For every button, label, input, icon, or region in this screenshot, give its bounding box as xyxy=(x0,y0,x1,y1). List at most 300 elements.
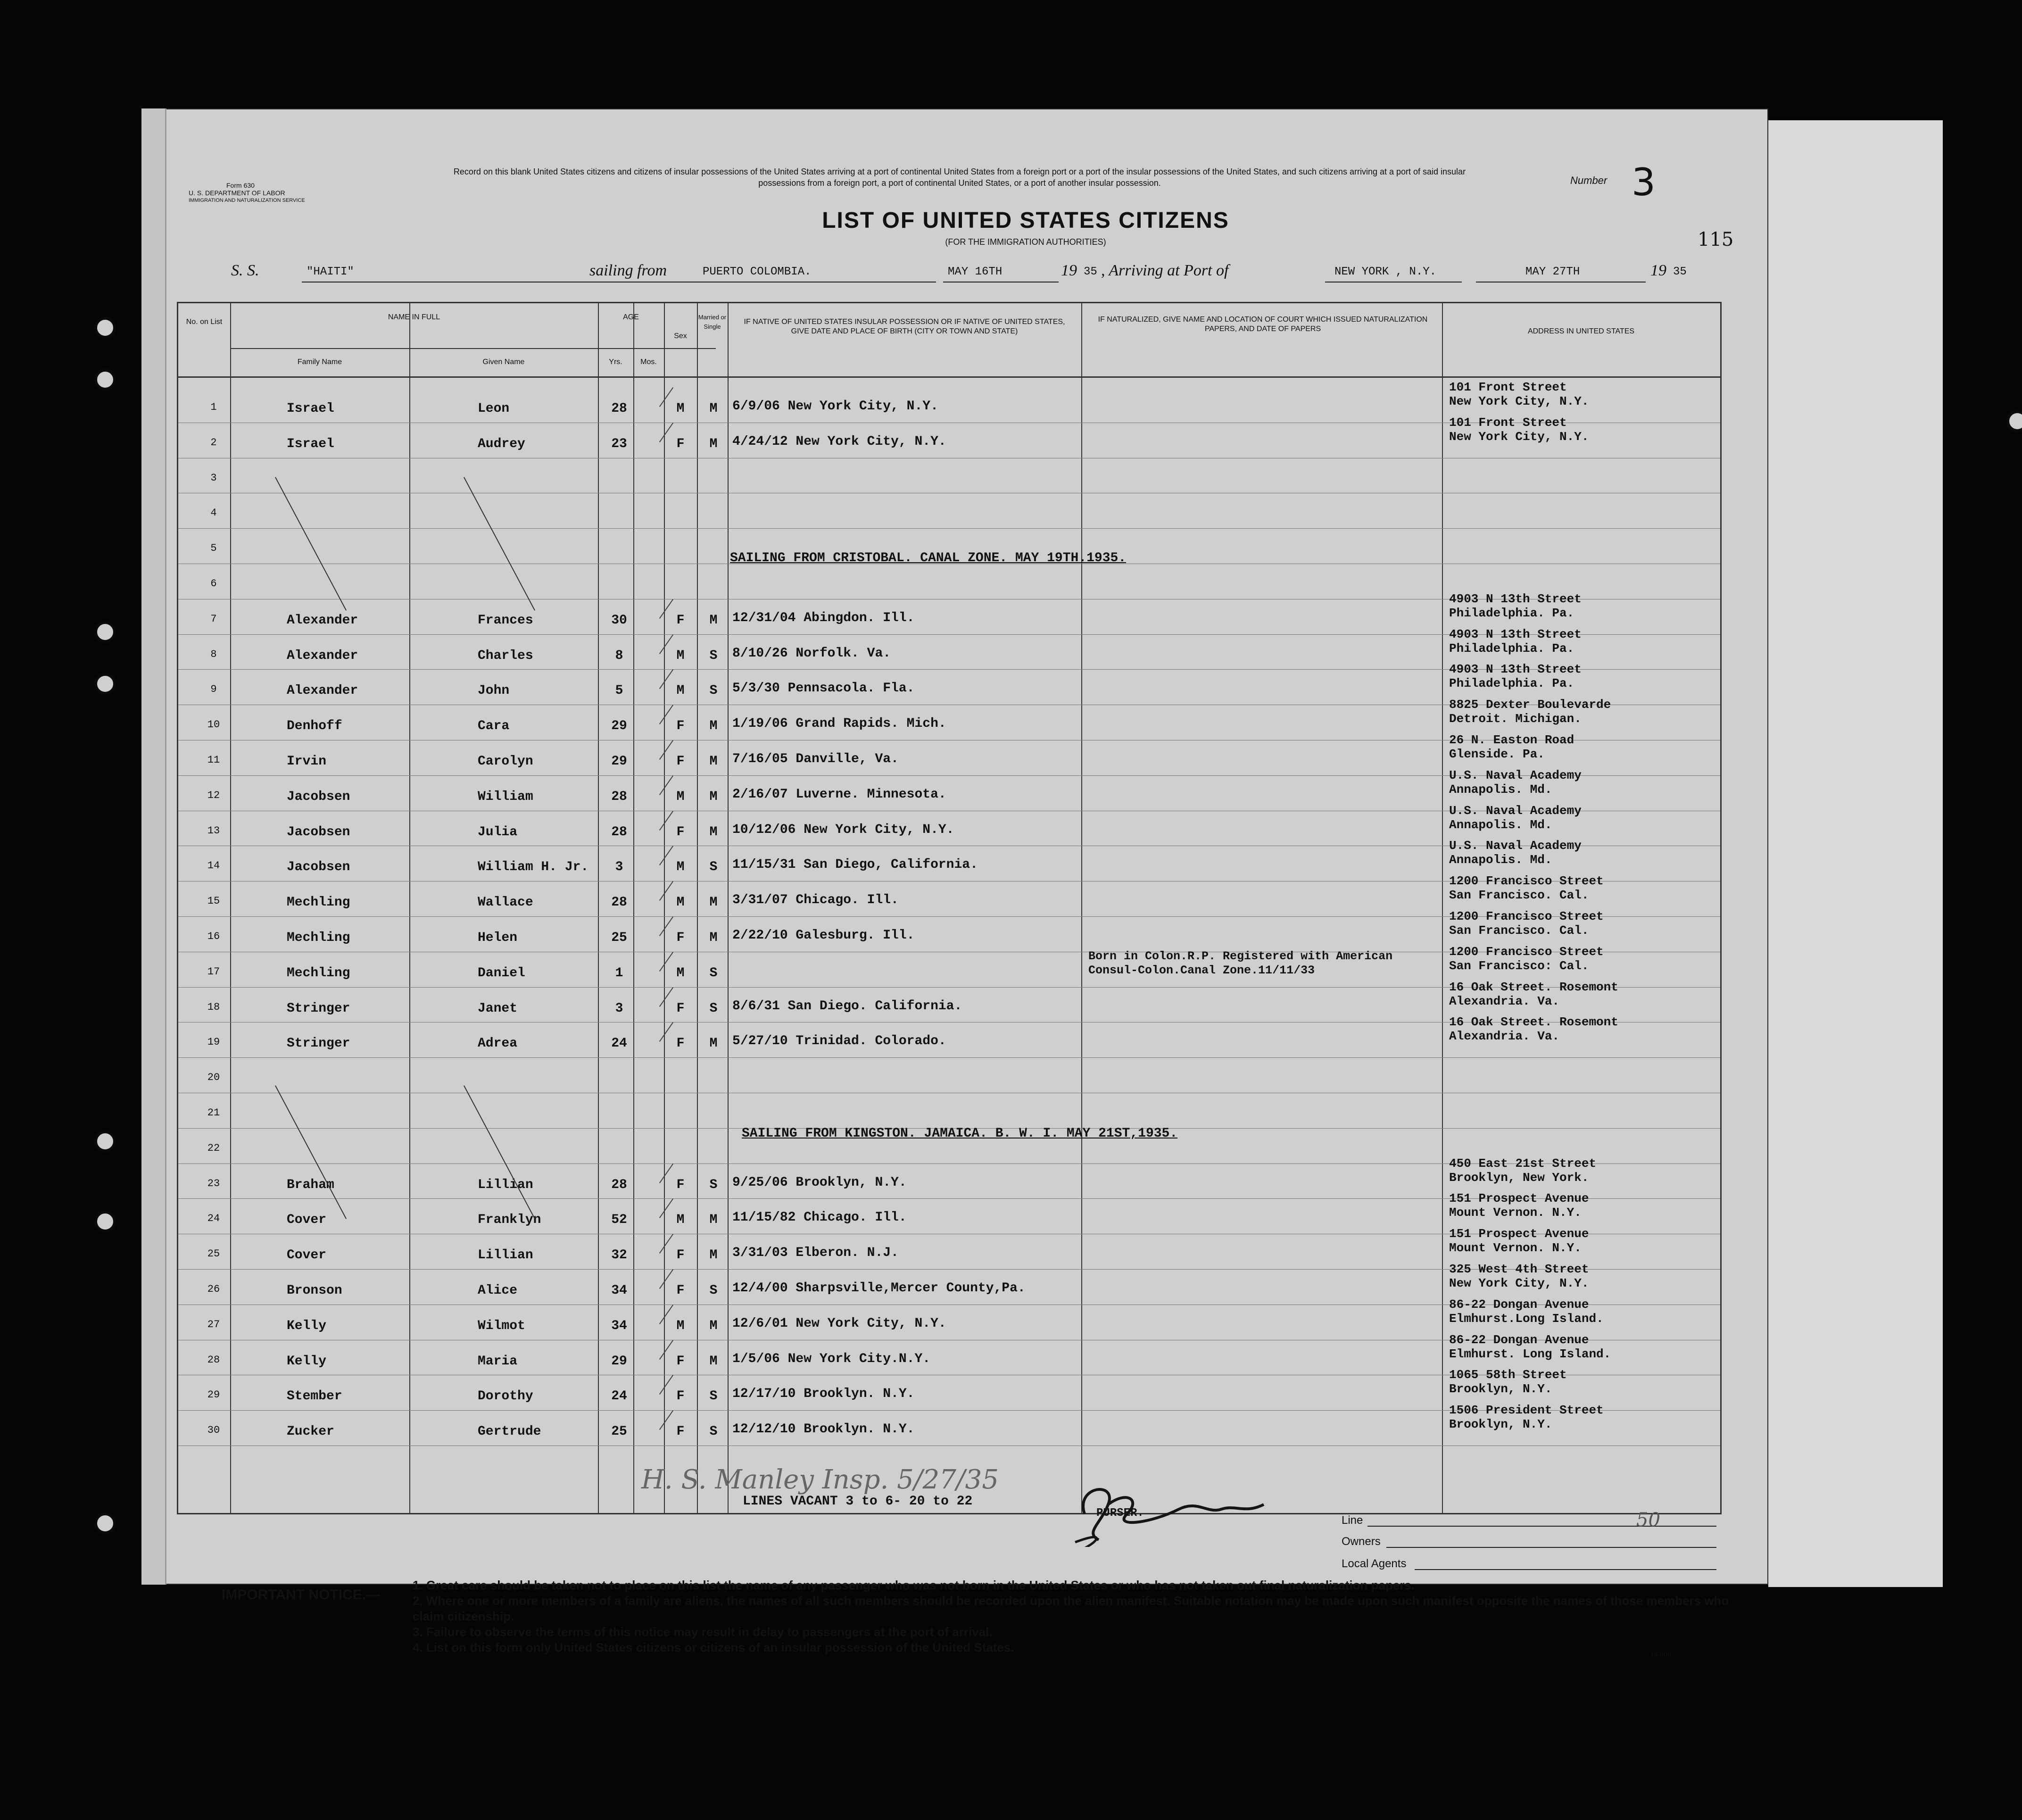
address-line-1: 4903 N 13th Street xyxy=(1449,591,1582,606)
row-number: 13 xyxy=(207,824,220,837)
row-number: 8 xyxy=(210,648,217,660)
address xyxy=(1449,1191,1589,1220)
sex: F xyxy=(676,1389,685,1404)
address-line-1: U.S. Naval Academy xyxy=(1449,768,1582,782)
address xyxy=(1449,662,1582,690)
row-number: 26 xyxy=(207,1283,220,1295)
col-family: Family Name xyxy=(297,358,342,366)
table-row xyxy=(178,493,1720,528)
family-name: Stringer xyxy=(287,1001,350,1016)
family-name: Braham xyxy=(287,1177,334,1192)
address-line-2: Brooklyn, N.Y. xyxy=(1449,1382,1552,1396)
age-years: 29 xyxy=(611,719,627,734)
arriving-label: , Arriving at Port of xyxy=(1101,262,1229,279)
address xyxy=(1449,698,1611,726)
birth-info: 12/17/10 Brooklyn. N.Y. xyxy=(732,1387,915,1402)
age-years: 8 xyxy=(615,648,623,663)
age-years: 34 xyxy=(611,1283,627,1298)
address xyxy=(1449,733,1574,761)
address-line-2: San Francisco: Cal. xyxy=(1449,958,1589,973)
family-name: Bronson xyxy=(287,1283,342,1298)
family-name: Cover xyxy=(287,1248,327,1263)
sex: F xyxy=(676,931,685,945)
address xyxy=(1449,416,1589,444)
marital-status: S xyxy=(709,1177,718,1192)
age-years: 28 xyxy=(611,895,627,910)
sex: F xyxy=(676,1036,685,1051)
age-years: 52 xyxy=(611,1213,627,1228)
birth-info: 5/27/10 Trinidad. Colorado. xyxy=(732,1034,946,1049)
passenger-table xyxy=(177,302,1722,1514)
col-address: ADDRESS IN UNITED STATES xyxy=(1527,327,1635,335)
col-sex: Sex xyxy=(674,332,687,340)
address xyxy=(1449,768,1582,797)
family-name: Alexander xyxy=(287,613,358,628)
address-line-1: 4903 N 13th Street xyxy=(1449,662,1582,677)
birth-info: 7/16/05 Danville, Va. xyxy=(732,752,899,766)
given-name: Wilmot xyxy=(478,1318,525,1333)
binder-hole xyxy=(2006,410,2022,432)
col-birth: IF NATIVE OF UNITED STATES INSULAR POSSESSION OR IF NATIVE OF UNITED STATES, GIVE DATE AND PLACE OF BIRTH (CITY OR TOWN AND STATE) xyxy=(744,318,1065,335)
row-number: 25 xyxy=(207,1248,220,1260)
family-name: Israel xyxy=(287,401,334,416)
row-number: 14 xyxy=(207,860,220,872)
birth-info: 10/12/06 New York City, N.Y. xyxy=(732,822,954,837)
inspector-annotation: H. S. Manley Insp. 5/27/35 xyxy=(641,1464,999,1495)
birth-info: 4/24/12 New York City, N.Y. xyxy=(732,434,946,449)
age-years: 24 xyxy=(611,1389,627,1404)
age-years: 25 xyxy=(611,1424,627,1439)
row-number: 11 xyxy=(207,754,220,766)
address xyxy=(1449,839,1582,867)
important-notice xyxy=(413,1578,1733,1655)
row-number: 10 xyxy=(207,719,220,731)
row-number: 12 xyxy=(207,789,220,801)
age-years: 5 xyxy=(615,683,623,698)
year-label: 19 xyxy=(1061,262,1077,279)
address-line-1: 8825 Dexter Boulevarde xyxy=(1449,698,1611,712)
age-years: 34 xyxy=(611,1318,627,1333)
address xyxy=(1449,627,1582,656)
sex: F xyxy=(676,1283,685,1298)
depart-year: 35 xyxy=(1084,266,1097,278)
marital-status: M xyxy=(709,895,718,910)
address xyxy=(1449,945,1604,973)
age-years: 3 xyxy=(615,1001,623,1016)
family-name: Jacobsen xyxy=(287,824,350,839)
given-name: Julia xyxy=(478,824,518,839)
address xyxy=(1449,1297,1604,1326)
row-number: 3 xyxy=(210,472,217,484)
age-years: 28 xyxy=(611,824,627,839)
vacant-lines: LINES VACANT 3 to 6- 20 to 22 xyxy=(743,1494,973,1509)
marital-status: M xyxy=(709,401,718,416)
row-number: 24 xyxy=(207,1213,220,1225)
page-subtitle: (FOR THE IMMIGRATION AUTHORITIES) xyxy=(945,237,1106,247)
family-name: Kelly xyxy=(287,1354,327,1369)
family-name: Jacobsen xyxy=(287,860,350,875)
row-number: 16 xyxy=(207,931,220,942)
row-number: 18 xyxy=(207,1001,220,1013)
col-no: No. on List xyxy=(186,318,223,326)
row-number: 22 xyxy=(207,1142,220,1154)
agents-label: Local Agents xyxy=(1342,1557,1407,1570)
sex: M xyxy=(676,965,685,981)
address-line-2: New York City, N.Y. xyxy=(1449,429,1589,444)
marital-status: S xyxy=(709,860,718,875)
sex: M xyxy=(676,401,685,416)
row-number: 15 xyxy=(207,895,220,907)
address-line-1: 16 Oak Street. Rosemont xyxy=(1449,1015,1618,1030)
age-years: 28 xyxy=(611,789,627,804)
col-given: Given Name xyxy=(482,358,525,366)
page-title: LIST OF UNITED STATES CITIZENS xyxy=(822,208,1229,233)
marital-status: S xyxy=(709,1389,718,1404)
family-name: Zucker xyxy=(287,1424,334,1439)
service: IMMIGRATION AND NATURALIZATION SERVICE xyxy=(189,198,305,203)
address-line-1: 151 Prospect Avenue xyxy=(1449,1227,1589,1241)
age-years: 28 xyxy=(611,1177,627,1192)
marital-status: M xyxy=(709,613,718,628)
age-years: 32 xyxy=(611,1248,627,1263)
given-name: Daniel xyxy=(478,965,525,981)
binder-hole xyxy=(94,1513,116,1534)
row-number: 4 xyxy=(210,507,217,519)
table-row xyxy=(178,1015,1720,1057)
marital-status: M xyxy=(709,719,718,734)
sex: M xyxy=(676,1213,685,1228)
section-kingston: SAILING FROM KINGSTON. JAMAICA. B. W. I. MAY 21ST,1935. xyxy=(742,1126,1178,1141)
naturalization: Born in Colon.R.P. Registered with American Consul-Colon.Canal Zone.11/11/33 xyxy=(1088,949,1393,977)
marital-status: S xyxy=(709,965,718,981)
given-name: William H. Jr. xyxy=(478,860,589,875)
address xyxy=(1449,1403,1604,1431)
address-line-2: New York City, N.Y. xyxy=(1449,1276,1589,1290)
number-label: Number xyxy=(1570,175,1608,186)
birth-info: 8/6/31 San Diego. California. xyxy=(732,998,962,1014)
form-preamble: Record on this blank United States citizens and citizens of insular possessions of the United States arriving at a port of continental United States from a foreign port or a port of the insular possessions of the United States, and such citizens arriving at a port of said insular possessions from a foreign port, a port of continental United States, or a port of another insular possession. xyxy=(453,167,1466,188)
family-name: Alexander xyxy=(287,648,358,663)
birth-info: 12/31/04 Abingdon. Ill. xyxy=(732,610,915,625)
family-name: Jacobsen xyxy=(287,789,350,804)
address-line-1: U.S. Naval Academy xyxy=(1449,803,1582,818)
address-line-2: Philadelphia. Pa. xyxy=(1449,606,1575,620)
notice-item: 1. Great care should be taken not to place on this list the name of any passenger who was not born in the United States or who has not taken out final naturalization papers. xyxy=(413,1578,1415,1592)
binder-hole xyxy=(94,1211,116,1232)
row-number: 27 xyxy=(207,1318,220,1330)
address-line-1: 16 Oak Street. Rosemont xyxy=(1449,980,1618,994)
birth-info: 9/25/06 Brooklyn, N.Y. xyxy=(732,1175,907,1190)
address xyxy=(1449,380,1589,408)
owners-label: Owners xyxy=(1342,1535,1381,1548)
address-line-2: Elmhurst. Long Island. xyxy=(1449,1346,1611,1361)
row-number: 23 xyxy=(207,1177,220,1189)
given-name: Lillian xyxy=(478,1248,533,1263)
address xyxy=(1449,592,1582,620)
col-name-full: NAME IN FULL xyxy=(388,313,440,321)
family-name: Mechling xyxy=(287,931,350,945)
address-line-1: 325 West 4th Street xyxy=(1449,1262,1589,1276)
address xyxy=(1449,1227,1589,1255)
marital-status: M xyxy=(709,931,718,945)
row-number: 1 xyxy=(210,401,217,413)
address-line-1: 4903 N 13th Street xyxy=(1449,627,1582,641)
marital-status: M xyxy=(709,824,718,839)
given-name: John xyxy=(478,683,510,698)
family-name: Alexander xyxy=(287,683,358,698)
given-name: Adrea xyxy=(478,1036,518,1051)
sex: F xyxy=(676,1248,685,1263)
address-line-2: New York City, N.Y. xyxy=(1449,394,1589,408)
address-line-2: Brooklyn, New York. xyxy=(1449,1170,1589,1185)
binder-hole xyxy=(94,317,116,339)
sex: M xyxy=(676,683,685,698)
row-number: 17 xyxy=(207,965,220,978)
binder-hole xyxy=(94,369,116,391)
family-name: Irvin xyxy=(287,754,327,769)
address-line-2: Annapolis. Md. xyxy=(1449,853,1552,867)
sex: F xyxy=(676,1424,685,1439)
row-number: 2 xyxy=(210,436,217,449)
birth-info: 2/22/10 Galesburg. Ill. xyxy=(732,928,915,943)
col-age: AGE xyxy=(623,313,639,321)
line-value: 50 xyxy=(1636,1509,1660,1531)
birth-info: 11/15/82 Chicago. Ill. xyxy=(732,1210,907,1225)
binding-strip xyxy=(141,108,166,1585)
given-name: Charles xyxy=(478,648,533,663)
age-years: 28 xyxy=(611,401,627,416)
marital-status: S xyxy=(709,683,718,698)
address-line-2: San Francisco. Cal. xyxy=(1449,923,1589,938)
address-line-2: Alexandria. Va. xyxy=(1449,994,1560,1008)
address-line-1: 86-22 Dongan Avenue xyxy=(1449,1332,1589,1347)
address-line-2: Brooklyn, N.Y. xyxy=(1449,1417,1552,1432)
table-row xyxy=(178,1403,1720,1445)
birth-info: 11/15/31 San Diego, California. xyxy=(732,857,978,873)
given-name: Helen xyxy=(478,931,518,945)
sex: F xyxy=(676,824,685,839)
sex: M xyxy=(676,648,685,663)
from-port: PUERTO COLOMBIA. xyxy=(703,266,812,278)
address xyxy=(1449,1368,1567,1396)
arrival-year: 35 xyxy=(1673,266,1687,278)
marital-status: S xyxy=(709,1424,718,1439)
given-name: Leon xyxy=(478,401,510,416)
address-line-1: 1506 President Street xyxy=(1449,1403,1604,1418)
sailing-label: sailing from xyxy=(589,262,667,279)
given-name: Maria xyxy=(478,1354,518,1369)
marital-status: M xyxy=(709,1036,718,1051)
address-line-1: 101 Front Street xyxy=(1449,415,1567,430)
department: U. S. DEPARTMENT OF LABOR xyxy=(189,189,285,197)
row-number: 20 xyxy=(207,1072,220,1084)
marital-status: S xyxy=(709,1001,718,1016)
sex: M xyxy=(676,1318,685,1333)
row-number: 6 xyxy=(210,578,217,590)
marital-status: M xyxy=(709,1213,718,1228)
given-name: Carolyn xyxy=(478,754,533,769)
depart-date: MAY 16TH xyxy=(948,266,1003,278)
birth-info: 12/6/01 New York City, N.Y. xyxy=(732,1316,946,1331)
adjacent-page xyxy=(1768,120,1943,1587)
family-name: Kelly xyxy=(287,1318,327,1333)
table-row xyxy=(178,1057,1720,1092)
family-name: Mechling xyxy=(287,895,350,910)
age-years: 3 xyxy=(615,860,623,875)
marital-status: M xyxy=(709,436,718,451)
birth-info: 5/3/30 Pennsacola. Fla. xyxy=(732,681,915,696)
given-name: Audrey xyxy=(478,436,525,451)
family-name: Mechling xyxy=(287,965,350,981)
address-line-2: San Francisco. Cal. xyxy=(1449,888,1589,903)
given-name: Janet xyxy=(478,1001,518,1016)
arrival-date: MAY 27TH xyxy=(1525,266,1580,278)
address-line-2: Elmhurst.Long Island. xyxy=(1449,1311,1604,1326)
address-line-2: Detroit. Michigan. xyxy=(1449,712,1582,726)
sex: M xyxy=(676,895,685,910)
notice-item: 4. List on this form only United States citizens or citizens of an insular possession of the United States. xyxy=(413,1640,1014,1654)
birth-info: 2/16/07 Luverne. Minnesota. xyxy=(732,787,946,802)
notice-label: IMPORTANT NOTICE.— xyxy=(222,1587,381,1603)
section-cristobal: SAILING FROM CRISTOBAL. CANAL ZONE. MAY 19TH.1935. xyxy=(730,551,1127,565)
table-row xyxy=(178,1093,1720,1128)
table-row xyxy=(178,415,1720,457)
address-line-2: Mount Vernon. N.Y. xyxy=(1449,1241,1582,1255)
binder-hole xyxy=(94,1130,116,1152)
purser-label: PURSER. xyxy=(1096,1507,1144,1520)
address-line-1: 1200 Francisco Street xyxy=(1449,909,1604,923)
address xyxy=(1449,909,1604,938)
birth-info: 1/5/06 New York City.N.Y. xyxy=(732,1351,931,1366)
given-name: Gertrude xyxy=(478,1424,541,1439)
address-line-2: Alexandria. Va. xyxy=(1449,1029,1560,1044)
given-name: William xyxy=(478,789,533,804)
arrival-year-label: 19 xyxy=(1650,262,1666,279)
birth-info: 3/31/03 Elberon. N.J. xyxy=(732,1246,899,1261)
sex: F xyxy=(676,1177,685,1192)
address-line-1: 1065 58th Street xyxy=(1449,1368,1567,1382)
marital-status: M xyxy=(709,1318,718,1333)
sex: F xyxy=(676,1001,685,1016)
address xyxy=(1449,1262,1589,1290)
form-id xyxy=(189,182,305,204)
family-name: Cover xyxy=(287,1213,327,1228)
address-line-1: U.S. Naval Academy xyxy=(1449,839,1582,853)
address-line-1: 26 N. Easton Road xyxy=(1449,733,1575,747)
age-years: 23 xyxy=(611,436,627,451)
marital-status: S xyxy=(709,1283,718,1298)
arrival-port: NEW YORK , N.Y. xyxy=(1334,266,1437,278)
given-name: Dorothy xyxy=(478,1389,533,1404)
sex: M xyxy=(676,789,685,804)
given-name: Frances xyxy=(478,613,533,628)
address-line-1: 1200 Francisco Street xyxy=(1449,944,1604,959)
given-name: Alice xyxy=(478,1283,518,1298)
row-number: 19 xyxy=(207,1036,220,1048)
marital-status: M xyxy=(709,754,718,769)
birth-info: 6/9/06 New York City, N.Y. xyxy=(732,399,938,414)
binder-hole xyxy=(94,621,116,643)
row-number: 5 xyxy=(210,542,217,555)
marital-status: M xyxy=(709,1354,718,1369)
family-name: Israel xyxy=(287,436,334,451)
notice-item: 2. Where one or more members of a family are aliens, the names of all such members should be recorded upon the alien manifest. Suitable notation may be made upon such manifest opposite the names of those members who claim citizenship. xyxy=(413,1594,1729,1623)
marital-status: M xyxy=(709,789,718,804)
address-line-2: Philadelphia. Pa. xyxy=(1449,641,1575,656)
row-number: 9 xyxy=(210,683,217,696)
row-number: 21 xyxy=(207,1107,220,1119)
marital-status: S xyxy=(709,648,718,663)
birth-info: 3/31/07 Chicago. Ill. xyxy=(732,893,899,908)
page-number: 115 xyxy=(1698,229,1734,250)
address-line-1: 151 Prospect Avenue xyxy=(1449,1191,1589,1206)
birth-info: 12/4/00 Sharpsville,Mercer County,Pa. xyxy=(732,1281,1026,1296)
address xyxy=(1449,980,1618,1008)
age-years: 29 xyxy=(611,1354,627,1369)
age-years: 1 xyxy=(615,965,623,981)
line-label: Line xyxy=(1342,1514,1363,1527)
given-name: Franklyn xyxy=(478,1213,541,1228)
sex: M xyxy=(676,860,685,875)
family-name: Stember xyxy=(287,1389,342,1404)
address xyxy=(1449,1333,1611,1361)
family-name: Stringer xyxy=(287,1036,350,1051)
age-years: 25 xyxy=(611,931,627,945)
row-number: 7 xyxy=(210,613,217,625)
sex: F xyxy=(676,1354,685,1369)
age-years: 30 xyxy=(611,613,627,628)
sex: F xyxy=(676,436,685,451)
address xyxy=(1449,1156,1596,1185)
col-mos: Mos. xyxy=(640,358,657,366)
address-line-2: Mount Vernon. N.Y. xyxy=(1449,1205,1582,1220)
number-value: 3 xyxy=(1632,160,1656,204)
col-married: Married or Single xyxy=(698,314,727,330)
given-name: Wallace xyxy=(478,895,533,910)
address-line-1: 1200 Francisco Street xyxy=(1449,874,1604,889)
form-number: Form 630 xyxy=(226,182,255,189)
address-line-1: 450 East 21st Street xyxy=(1449,1156,1597,1171)
birth-info: 1/19/06 Grand Rapids. Mich. xyxy=(732,716,946,731)
address-line-1: 86-22 Dongan Avenue xyxy=(1449,1297,1589,1312)
address-line-2: Glenside. Pa. xyxy=(1449,747,1545,761)
ss-label: S. S. xyxy=(231,262,259,279)
sex: F xyxy=(676,754,685,769)
sex: F xyxy=(676,613,685,628)
marital-status: M xyxy=(709,1248,718,1263)
family-name: Denhoff xyxy=(287,719,342,734)
given-name: Lillian xyxy=(478,1177,533,1192)
address xyxy=(1449,804,1582,832)
col-yrs: Yrs. xyxy=(609,358,622,366)
address-line-1: 101 Front Street xyxy=(1449,380,1567,394)
sex: F xyxy=(676,719,685,734)
row-number: 29 xyxy=(207,1389,220,1401)
address xyxy=(1449,874,1604,902)
birth-info: 8/10/26 Norfolk. Va. xyxy=(732,646,891,661)
address-line-2: Philadelphia. Pa. xyxy=(1449,676,1575,691)
row-number: 30 xyxy=(207,1424,220,1437)
notice-item: 3. Failure to observe the terms of this notice may result in delay to passengers at the port of arrival. xyxy=(413,1625,993,1639)
address xyxy=(1449,1015,1618,1043)
form-code: 14-608 xyxy=(1650,1651,1671,1658)
col-naturalized: IF NATURALIZED, GIVE NAME AND LOCATION OF COURT WHICH ISSUED NATURALIZATION PAPERS, AND DATE OF PAPERS xyxy=(1098,316,1428,333)
row-number: 28 xyxy=(207,1354,220,1366)
address-line-2: Annapolis. Md. xyxy=(1449,782,1552,797)
given-name: Cara xyxy=(478,719,510,734)
ship-name: "HAITI" xyxy=(307,266,354,278)
binder-hole xyxy=(94,673,116,695)
